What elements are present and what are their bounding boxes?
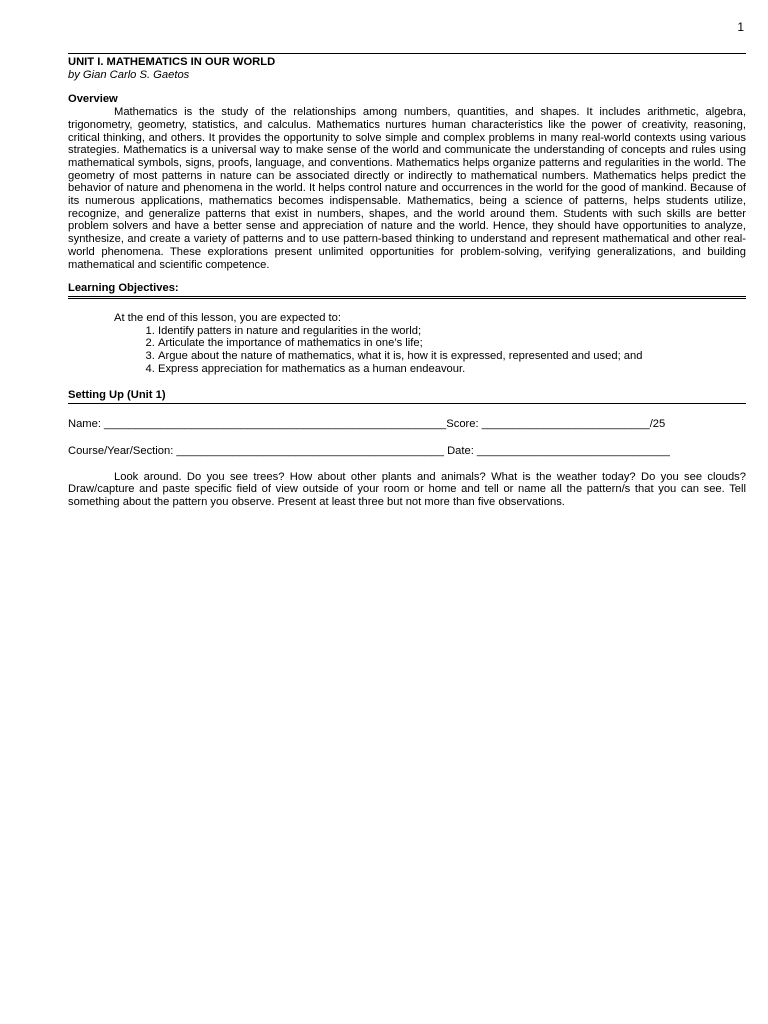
learning-objectives-intro: At the end of this lesson, you are expected to: <box>114 311 342 324</box>
learning-objectives-list <box>68 325 746 376</box>
course-date-field[interactable]: Course/Year/Section: ___________________________________________ Date: _______________________________ <box>68 444 670 457</box>
list-item: 2. Articulate the importance of mathematics in one’s life; <box>158 337 746 350</box>
list-item: 1. Identify patters in nature and regularities in the world; <box>158 325 746 338</box>
page-number: 1 <box>737 20 744 34</box>
setting-up-heading: Setting Up (Unit 1) <box>68 389 166 402</box>
document-body <box>68 53 746 509</box>
learning-objectives-rule <box>68 296 746 299</box>
overview-heading: Overview <box>68 93 118 106</box>
overview-paragraph: Mathematics is the study of the relationships among numbers, quantities, and shapes. It includes arithmetic, algebra, trigonometry, geometry, statistics, and calculus. Mathematics nurtures human characteristics like the power of creativity, reasoning, critical thinking, and others. It provides the opportunity to solve simple and complex problems in many real-world contexts using various strategies. Mathematics is a universal way to make sense of the world and communicate the understanding of concepts and rules using mathematical symbols, signs, proofs, language, and conventions. Mathematics helps organize patterns and regularities in the world. The geometry of most patterns in nature can be associated directly or indirectly to mathematical numbers. Mathematics helps predict the behavior of nature and phenomena in the world. It helps control nature and occurrences in the world for the good of mankind. Because of its numerous applications, mathematics becomes indispensable. Mathematics, being a science of patterns, helps students utilize, recognize, and generalize patterns that exist in numbers, shapes, and the world around them. Students with such skills are better problem solvers and have a better sense and appreciation of nature and the world. Hence, they should have opportunities to analyze, synthesize, and create a variety of patterns and to use pattern-based thinking to understand and represent mathematical and other real-world phenomena. These explorations present unlimited opportunities for problem-solving, verifying generalizations, and building mathematical and scientific competence. <box>68 106 746 271</box>
learning-objectives-heading: Learning Objectives: <box>68 282 179 295</box>
list-item: 3. Argue about the nature of mathematics, what it is, how it is expressed, represented and used; and <box>158 350 746 363</box>
name-score-field[interactable]: Name: _______________________________________________________Score: ___________________________/25 <box>68 418 666 431</box>
unit-title: UNIT I. MATHEMATICS IN OUR WORLD <box>68 56 276 68</box>
task-instructions: Look around. Do you see trees? How about other plants and animals? What is the weather today? Do you see clouds? Draw/capture and paste specific field of view outside of your room or home and tell or name all the pattern/s that you can see. Tell something about the pattern you observe. Present at least three but not more than five observations. <box>68 470 746 508</box>
setting-up-rule <box>68 403 746 404</box>
author-line: by Gian Carlo S. Gaetos <box>68 68 190 81</box>
list-item: 4. Express appreciation for mathematics as a human endeavour. <box>158 363 746 376</box>
header-rule <box>68 53 746 54</box>
